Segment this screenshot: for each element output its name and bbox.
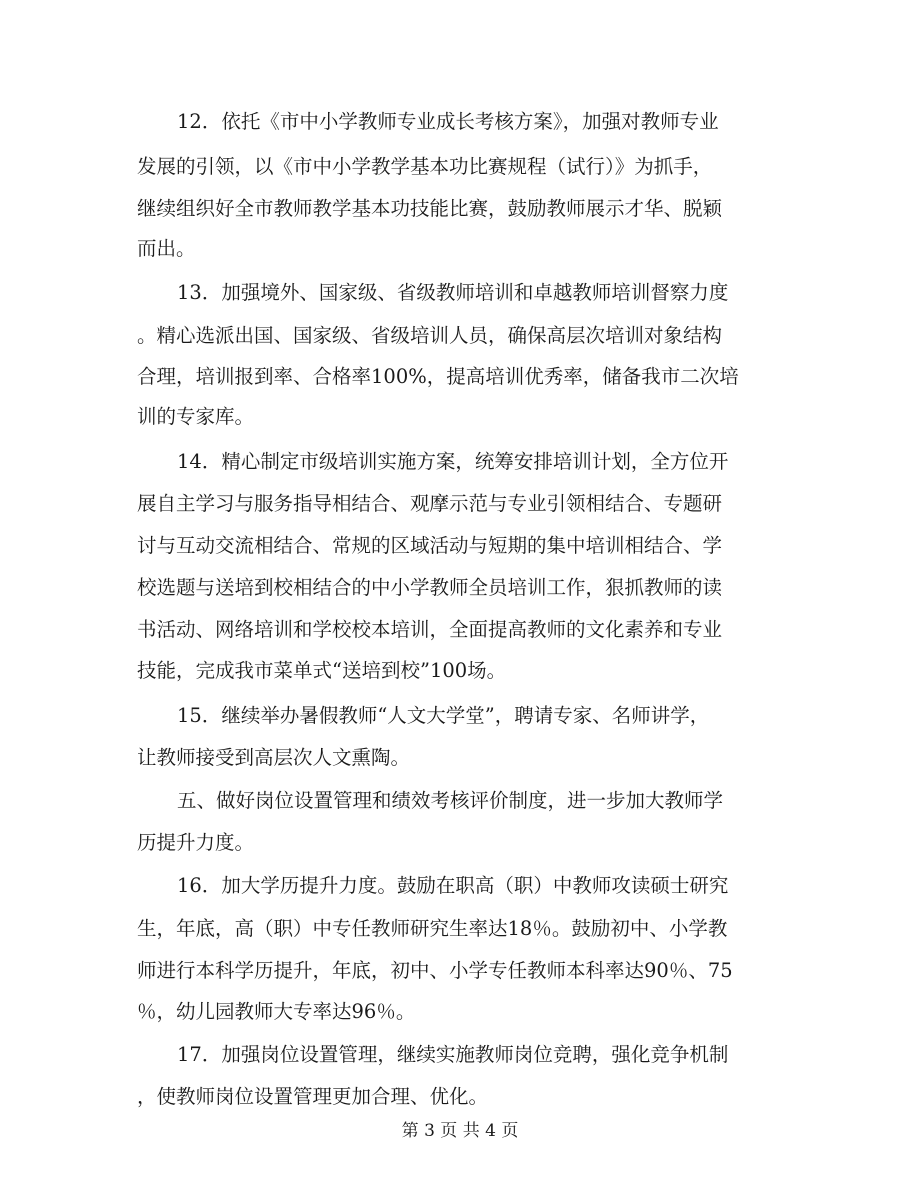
paragraph-13-line-4: 训的专家库。 [137, 405, 255, 428]
paragraph-12-line-2: 发展的引领，以《市中小学教学基本功比赛规程（试行）》为抓手， [137, 155, 713, 178]
paragraph-13-line-3: 合理，培训报到率、合格率100%，提高培训优秀率，储备我市二次培 [137, 365, 739, 388]
paragraph-17-line-2: ，使教师岗位设置管理更加合理、优化。 [137, 1085, 489, 1108]
paragraph-16-line-4: ％，幼儿园教师大专率达96％。 [137, 1000, 416, 1023]
section-5-line-2: 历提升力度。 [137, 831, 255, 854]
paragraph-16-line-2: 生，年底，高（职）中专任教师研究生率达18％。鼓励初中、小学教 [137, 917, 728, 940]
paragraph-17-line-1: 17．加强岗位设置管理，继续实施教师岗位竞聘，强化竞争机制 [177, 1043, 729, 1066]
paragraph-14-line-3: 讨与互动交流相结合、常规的区域活动与短期的集中培训相结合、学 [137, 534, 723, 557]
section-5-line-1: 五、做好岗位设置管理和绩效考核评价制度，进一步加大教师学 [177, 789, 724, 812]
paragraph-15-line-2: 让教师接受到高层次人文熏陶。 [137, 746, 411, 769]
paragraph-14-line-1: 14．精心制定市级培训实施方案，统筹安排培训计划，全方位开 [177, 450, 729, 473]
paragraph-15-line-1: 15．继续举办暑假教师“人文大学堂”，聘请专家、名师讲学， [177, 704, 710, 727]
page-footer: 第 3 页 共 4 页 [401, 1121, 519, 1141]
paragraph-12-line-4: 而出。 [137, 237, 196, 260]
paragraph-12-line-3: 继续组织好全市教师教学基本功技能比赛，鼓励教师展示才华、脱颖 [137, 197, 723, 220]
paragraph-16-line-3: 师进行本科学历提升，年底，初中、小学专任教师本科率达90％、75 [137, 959, 733, 982]
paragraph-14-line-4: 校选题与送培到校相结合的中小学教师全员培训工作，狠抓教师的读 [137, 576, 723, 599]
paragraph-16-line-1: 16．加大学历提升力度。鼓励在职高（职）中教师攻读硕士研究 [177, 874, 729, 897]
paragraph-13-line-1: 13．加强境外、国家级、省级教师培训和卓越教师培训督察力度 [177, 281, 729, 304]
paragraph-12-line-1: 12．依托《市中小学教师专业成长考核方案》，加强对教师专业 [177, 110, 719, 133]
paragraph-14-line-5: 书活动、网络培训和学校校本培训，全面提高教师的文化素养和专业 [137, 618, 723, 641]
paragraph-14-line-2: 展自主学习与服务指导相结合、观摩示范与专业引领相结合、专题研 [137, 492, 723, 515]
paragraph-14-line-6: 技能，完成我市菜单式“送培到校”100场。 [137, 659, 507, 682]
paragraph-13-line-2: 。精心选派出国、国家级、省级培训人员，确保高层次培训对象结构 [137, 324, 723, 347]
